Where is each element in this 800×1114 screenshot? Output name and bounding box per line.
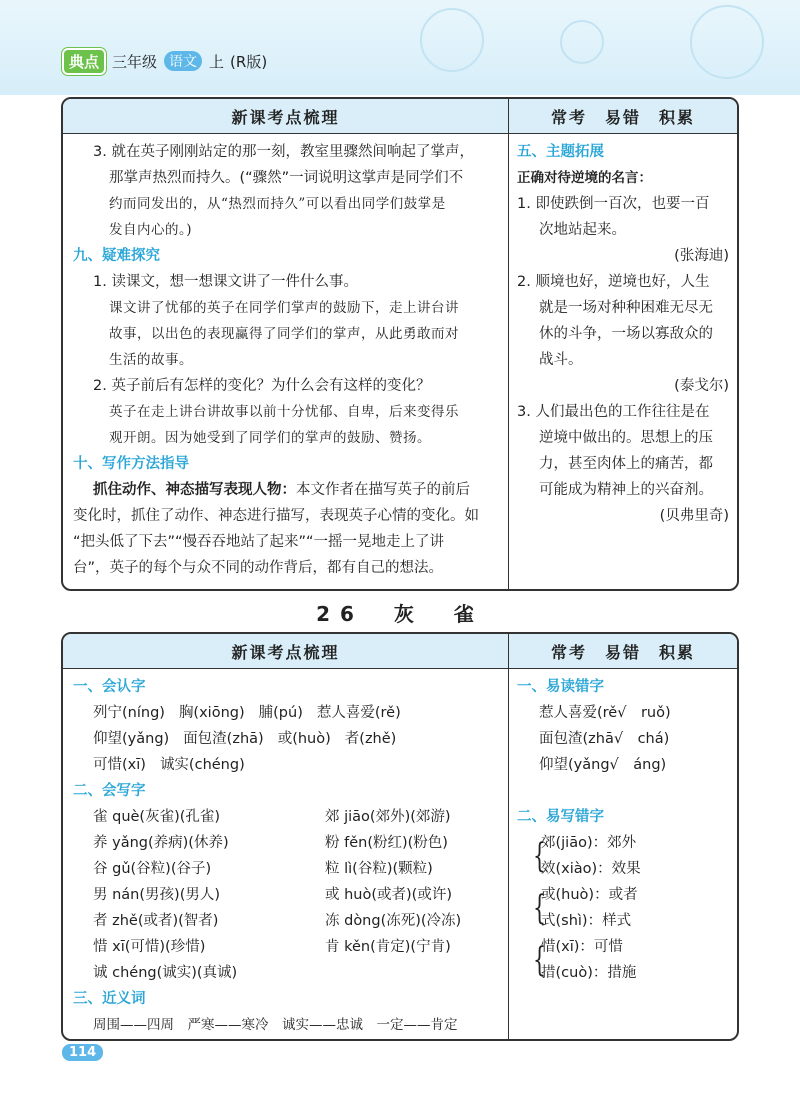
quote-source: (张海迪) (674, 248, 729, 264)
write-char: 郊 jiāo(郊外)(郊游) (325, 809, 451, 825)
miswrite-item: 措(cuò)：措施 (541, 965, 637, 981)
spacer (517, 778, 729, 804)
section-heading: 一、会认字 (73, 679, 146, 695)
term-label: 上 (209, 52, 225, 71)
write-char: 谷 gǔ(谷粒)(谷子) (93, 861, 212, 877)
misread-item: 惹人喜爱(rě√ ruǒ) (539, 705, 671, 721)
section-heading: 三、近义词 (73, 991, 146, 1007)
quote-source: (贝弗里奇) (659, 508, 729, 524)
item-3-line: 那掌声热烈而持久。(“骤然”一词说明这掌声是同学们不 (109, 170, 464, 186)
recognize-row (73, 726, 503, 752)
quote-line: 可能成为精神上的兴奋剂。 (539, 482, 713, 498)
page-header (62, 48, 267, 74)
miswrite-item: 或(huò)：或者 (541, 887, 638, 903)
misread-item: 仰望(yǎng√ áng) (539, 757, 667, 773)
answer-line: 课文讲了忧郁的英子在同学们掌声的鼓励下，走上讲台讲 (109, 300, 459, 316)
answer-line: 英子在走上讲台讲故事以前十分忧郁、自卑，后来变得乐 (109, 404, 459, 420)
page-number: 114 (62, 1044, 103, 1061)
item-3-line: 发自内心的。) (109, 222, 193, 238)
right-column-content (517, 139, 729, 529)
recognize-char: 列宁(níng) (93, 705, 165, 721)
brace-symbol: { (533, 836, 546, 876)
section-heading: 二、会写字 (73, 783, 146, 799)
quote-line: 2. 顺境也好，逆境也好，人生 (517, 274, 710, 290)
quote-line: 就是一场对种种困难无尽无 (539, 300, 713, 316)
edition-label: (R版) (230, 52, 268, 71)
write-char: 惜 xī(可惜)(珍惜) (93, 939, 206, 955)
write-char: 诚 chéng(诚实)(真诚) (93, 965, 238, 981)
misread-item: 面包渣(zhā√ chá) (539, 731, 670, 747)
writing-tip-line: “把头低了下去”“慢吞吞地站了起来”“一摇一晃地走上了讲 (73, 534, 445, 550)
write-char: 粉 fěn(粉红)(粉色) (325, 835, 448, 851)
synonyms-line: 周围——四周 严寒——寒冷 诚实——忠诚 一定——肯定 (93, 1017, 458, 1033)
quote-line: 3. 人们最出色的工作往往是在 (517, 404, 710, 420)
answer-line: 故事，以出色的表现赢得了同学们的掌声，从此勇敢而对 (109, 326, 459, 342)
review-box-top (61, 97, 739, 591)
miswrite-group (531, 830, 729, 882)
grade-label: 三年级 (112, 52, 158, 71)
section-heading: 十、写作方法指导 (73, 456, 189, 472)
write-char: 冻 dòng(冻死)(冷冻) (325, 913, 462, 929)
quotes-subheading: 正确对待逆境的名言： (517, 170, 652, 186)
left-column-content (73, 674, 503, 1038)
write-char: 肯 kěn(肯定)(宁肯) (325, 939, 451, 955)
miswrite-item: 惜(xī)：可惜 (541, 939, 623, 955)
write-char: 男 nán(男孩)(男人) (93, 887, 221, 903)
recognize-char: 胸(xiōng) (178, 705, 245, 721)
recognize-char: 惹人喜爱(rě) (316, 705, 401, 721)
recognize-row (73, 752, 503, 778)
write-char: 者 zhě(或者)(智者) (93, 913, 219, 929)
recognize-char: 面包渣(zhā) (183, 731, 264, 747)
recognize-char: 仰望(yǎng) (93, 731, 170, 747)
recognize-char: 脯(pú) (258, 705, 303, 721)
writing-tip-line: 变化时，抓住了动作、神态进行描写，表现英子心情的变化。如 (73, 508, 479, 524)
answer-line: 生活的故事。 (109, 352, 193, 368)
question-2: 2. 英子前后有怎样的变化？为什么会有这样的变化？ (93, 378, 431, 394)
write-char: 雀 què(灰雀)(孔雀) (93, 809, 221, 825)
right-column-content (517, 674, 729, 986)
recognize-char: 者(zhě) (344, 731, 397, 747)
recognize-row (73, 700, 503, 726)
decor-circle (560, 20, 604, 64)
brace-symbol: { (533, 888, 546, 928)
recognize-char: 可惜(xī) (93, 757, 146, 773)
subject-badge: 语文 (164, 51, 202, 71)
miswrite-item: 式(shì)：样式 (541, 913, 632, 929)
miswrite-item: 效(xiào)：效果 (541, 861, 641, 877)
write-chars-grid (73, 804, 503, 986)
item-3-line: 3. 就在英子刚刚站定的那一刻，教室里骤然间响起了掌声， (93, 144, 474, 160)
left-column-content (73, 139, 503, 581)
answer-line: 观开朗。因为她受到了同学们的掌声的鼓励、赞扬。 (109, 430, 431, 446)
section-heading: 二、易写错字 (517, 809, 604, 825)
miswrite-group (531, 934, 729, 986)
decor-circle (420, 8, 484, 72)
writing-tip-line: 台”，英子的每个与众不同的动作背后，都有自己的想法。 (73, 560, 444, 576)
quote-line: 次地站起来。 (539, 222, 626, 238)
quote-line: 逆境中做出的。思想上的压 (539, 430, 713, 446)
right-column-heading: 常考 易错 积累 (509, 99, 737, 134)
section-heading: 九、疑难探究 (73, 248, 160, 264)
column-divider (508, 99, 509, 589)
writing-tip-title: 抓住动作、神态描写表现人物： (93, 482, 296, 498)
decor-circle (690, 5, 764, 79)
write-char: 粒 lì(谷粒)(颗粒) (325, 861, 433, 877)
quote-source: (泰戈尔) (674, 378, 729, 394)
recognize-char: 诚实(chéng) (159, 757, 245, 773)
miswrite-item: 郊(jiāo)：郊外 (541, 835, 637, 851)
question-1: 1. 读课文，想一想课文讲了一件什么事。 (93, 274, 358, 290)
quote-line: 休的斗争，一场以寡敌众的 (539, 326, 713, 342)
quote-line: 战斗。 (539, 352, 583, 368)
left-column-heading: 新课考点梳理 (63, 634, 508, 669)
right-column-heading: 常考 易错 积累 (509, 634, 737, 669)
quote-line: 1. 即使跌倒一百次，也要一百 (517, 196, 710, 212)
brand-logo: 典点 (62, 48, 106, 75)
writing-tip-text: 本文作者在描写英子的前后 (296, 482, 470, 498)
writing-tip-line (73, 477, 503, 503)
quote-line: 力，甚至肉体上的痛苦，都 (539, 456, 713, 472)
miswrite-group (531, 882, 729, 934)
review-box-bottom (61, 632, 739, 1041)
item-3-line: 约而同发出的，从“热烈而持久”可以看出同学们鼓掌是 (109, 196, 446, 212)
left-column-heading: 新课考点梳理 (63, 99, 508, 134)
brace-symbol: { (533, 940, 546, 980)
lesson-title: 26 灰 雀 (316, 602, 484, 626)
section-heading: 一、易读错字 (517, 679, 604, 695)
write-char: 或 huò(或者)(或许) (325, 887, 452, 903)
write-char: 养 yǎng(养病)(休养) (93, 835, 229, 851)
recognize-char: 或(huò) (277, 731, 331, 747)
section-heading: 五、主题拓展 (517, 144, 604, 160)
